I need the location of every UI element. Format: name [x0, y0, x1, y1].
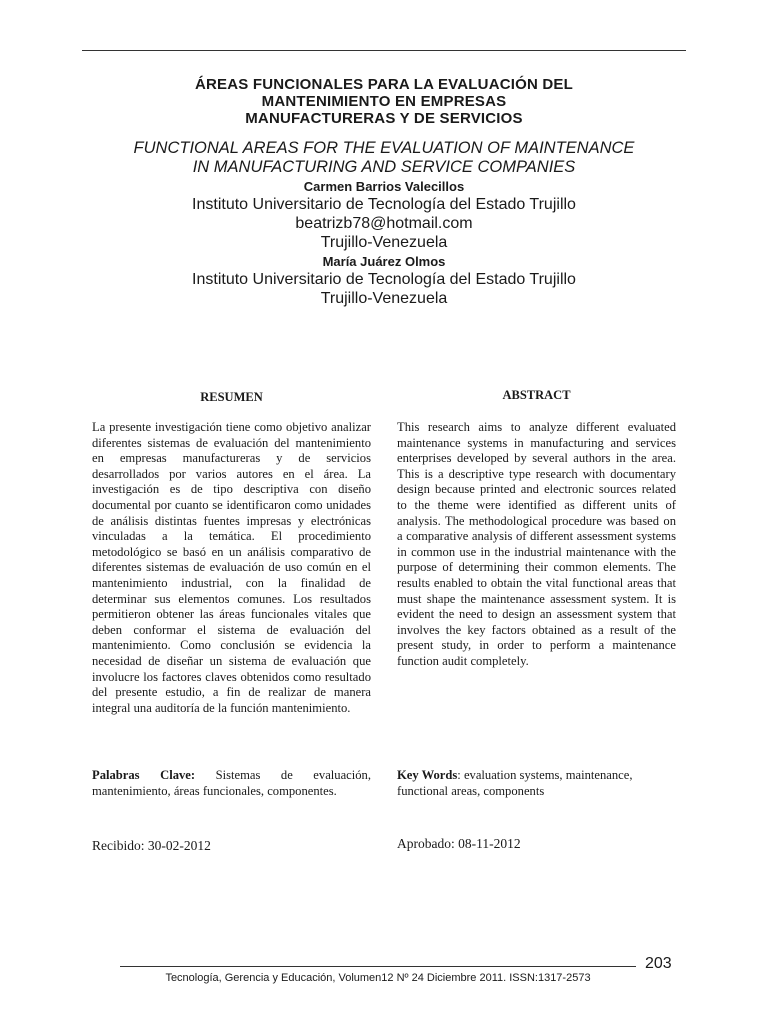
resumen-keywords-label: Palabras Clave:: [92, 768, 196, 782]
author-1-name: Carmen Barrios Valecillos: [303, 179, 465, 194]
top-rule: [82, 50, 686, 51]
author-2-name: María Juárez Olmos: [322, 254, 446, 269]
resumen-heading: RESUMEN: [200, 390, 263, 404]
footer-rule: [120, 966, 636, 967]
author-2-institution: Instituto Universitario de Tecnología del Estado Trujillo: [192, 271, 576, 288]
abstract-heading: ABSTRACT: [502, 388, 571, 402]
received-date: Recibido: 30-02-2012: [92, 838, 211, 853]
resumen-text: La presente investigación tiene como objetivo analizar diferentes sistemas de evaluación del mantenimiento en empresas manufactureras y de servicios desarrollados por varios autores en el área. La investigación es de tipo descriptiva con diseño documental por cuanto se identificaron como unidades de análisis distintas fuentes impresas y electrónicas vinculadas a la temática. El procedimiento metodológico se basó en un análisis comparativo de diferentes sistemas de evaluación de uso común en el mantenimiento industrial, con la finalidad de determinar sus elementos comunes. Los resultados permitieron obtener las áreas funcionales vitales que deben conformar el sistema de evaluación del mantenimiento. Como conclusión se evidencia la necesidad de diseñar un sistema de evaluación que involucre los factores claves obtenidos como resultado del presente estudio, a fin de realizar de manera integral una auditoría de la función mantenimiento.: [92, 420, 371, 715]
title-spanish-line-1: ÁREAS FUNCIONALES PARA LA EVALUACIÓN DEL: [194, 76, 573, 93]
abstract-keywords: [397, 768, 676, 799]
journal-footer: Tecnología, Gerencia y Educación, Volumen12 Nº 24 Diciembre 2011. ISSN:1317-2573: [165, 972, 591, 984]
abstract-text: This research aims to analyze different evaluated maintenance systems in manufacturing and services enterprises developed by several authors in the area. This is a descriptive type research with documentary design because printed and electronic sources related to the theme were identified as different units of analysis. The methodological procedure was based on a comparative analysis of different assessment systems in common use in the industrial maintenance with the purpose of determining their common elements. The results enabled to obtain the vital functional areas that must shape the maintenance assessment system. It is evident the need to design an assessment system that involves the key factors obtained as a result of the present study, in order to perform a maintenance function audit completely.: [397, 420, 676, 668]
abstract-keywords-text: : evaluation systems, maintenance, functional areas, components: [397, 768, 633, 798]
resumen-keywords-text: Sistemas de evaluación, mantenimiento, áreas funcionales, componentes.: [92, 768, 371, 798]
title-english-line-2: IN MANUFACTURING AND SERVICE COMPANIES: [192, 158, 576, 176]
title-english-line-1: FUNCTIONAL AREAS FOR THE EVALUATION OF MAINTENANCE: [133, 139, 635, 157]
approved-date: Aprobado: 08-11-2012: [397, 836, 521, 851]
author-1-institution: Instituto Universitario de Tecnología del Estado Trujillo: [192, 196, 576, 213]
author-2-location: Trujillo-Venezuela: [320, 290, 448, 307]
page-number: 203: [645, 955, 672, 972]
author-1-email[interactable]: beatrizb78@hotmail.com: [295, 215, 473, 232]
abstract-keywords-label: Key Words: [397, 768, 458, 782]
author-1-location: Trujillo-Venezuela: [320, 234, 448, 251]
abstract-body: [397, 420, 676, 670]
resumen-keywords: [92, 768, 371, 799]
title-spanish-line-2: MANTENIMIENTO EN EMPRESAS: [261, 93, 507, 110]
title-block: [82, 76, 686, 308]
resumen-body: [92, 420, 371, 716]
title-spanish-line-3: MANUFACTURERAS Y DE SERVICIOS: [245, 110, 523, 127]
